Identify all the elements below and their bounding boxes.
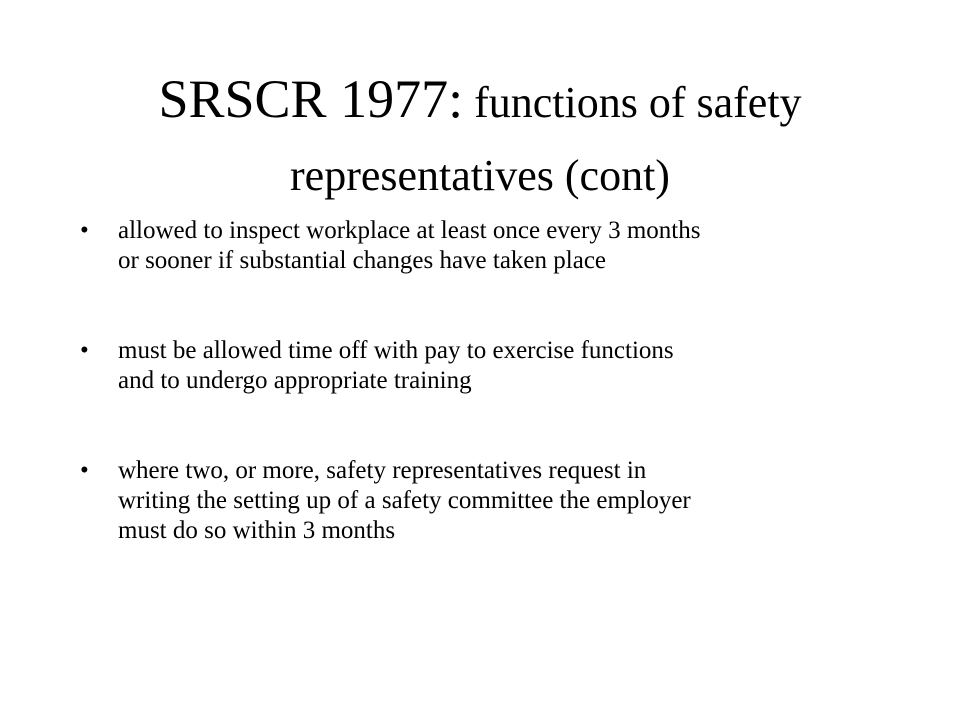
bullet-item-safety-committee [80,456,880,546]
bullet-icon: • [80,337,89,364]
slide-title-main: SRSCR 1977: [158,69,464,129]
bullet-item-time-off [80,336,880,396]
slide-title-rest: functions of safety representatives (cont) [290,78,802,200]
bullet-icon: • [80,217,89,244]
bullet-text-line: allowed to inspect workplace at least once every 3 months [118,217,701,244]
bullet-list [80,216,880,606]
bullet-text-line: must be allowed time off with pay to exercise functions [118,337,674,364]
bullet-text-line: where two, or more, safety representatives request in [118,457,647,484]
bullet-text-line: must do so within 3 months [118,517,396,544]
bullet-item-inspect-workplace [80,216,880,276]
bullet-text-line: writing the setting up of a safety committee the employer [118,487,691,514]
bullet-text-line: or sooner if substantial changes have taken place [118,247,607,274]
bullet-icon: • [80,457,89,484]
bullet-text-line: and to undergo appropriate training [118,367,472,394]
slide-title [60,64,900,214]
